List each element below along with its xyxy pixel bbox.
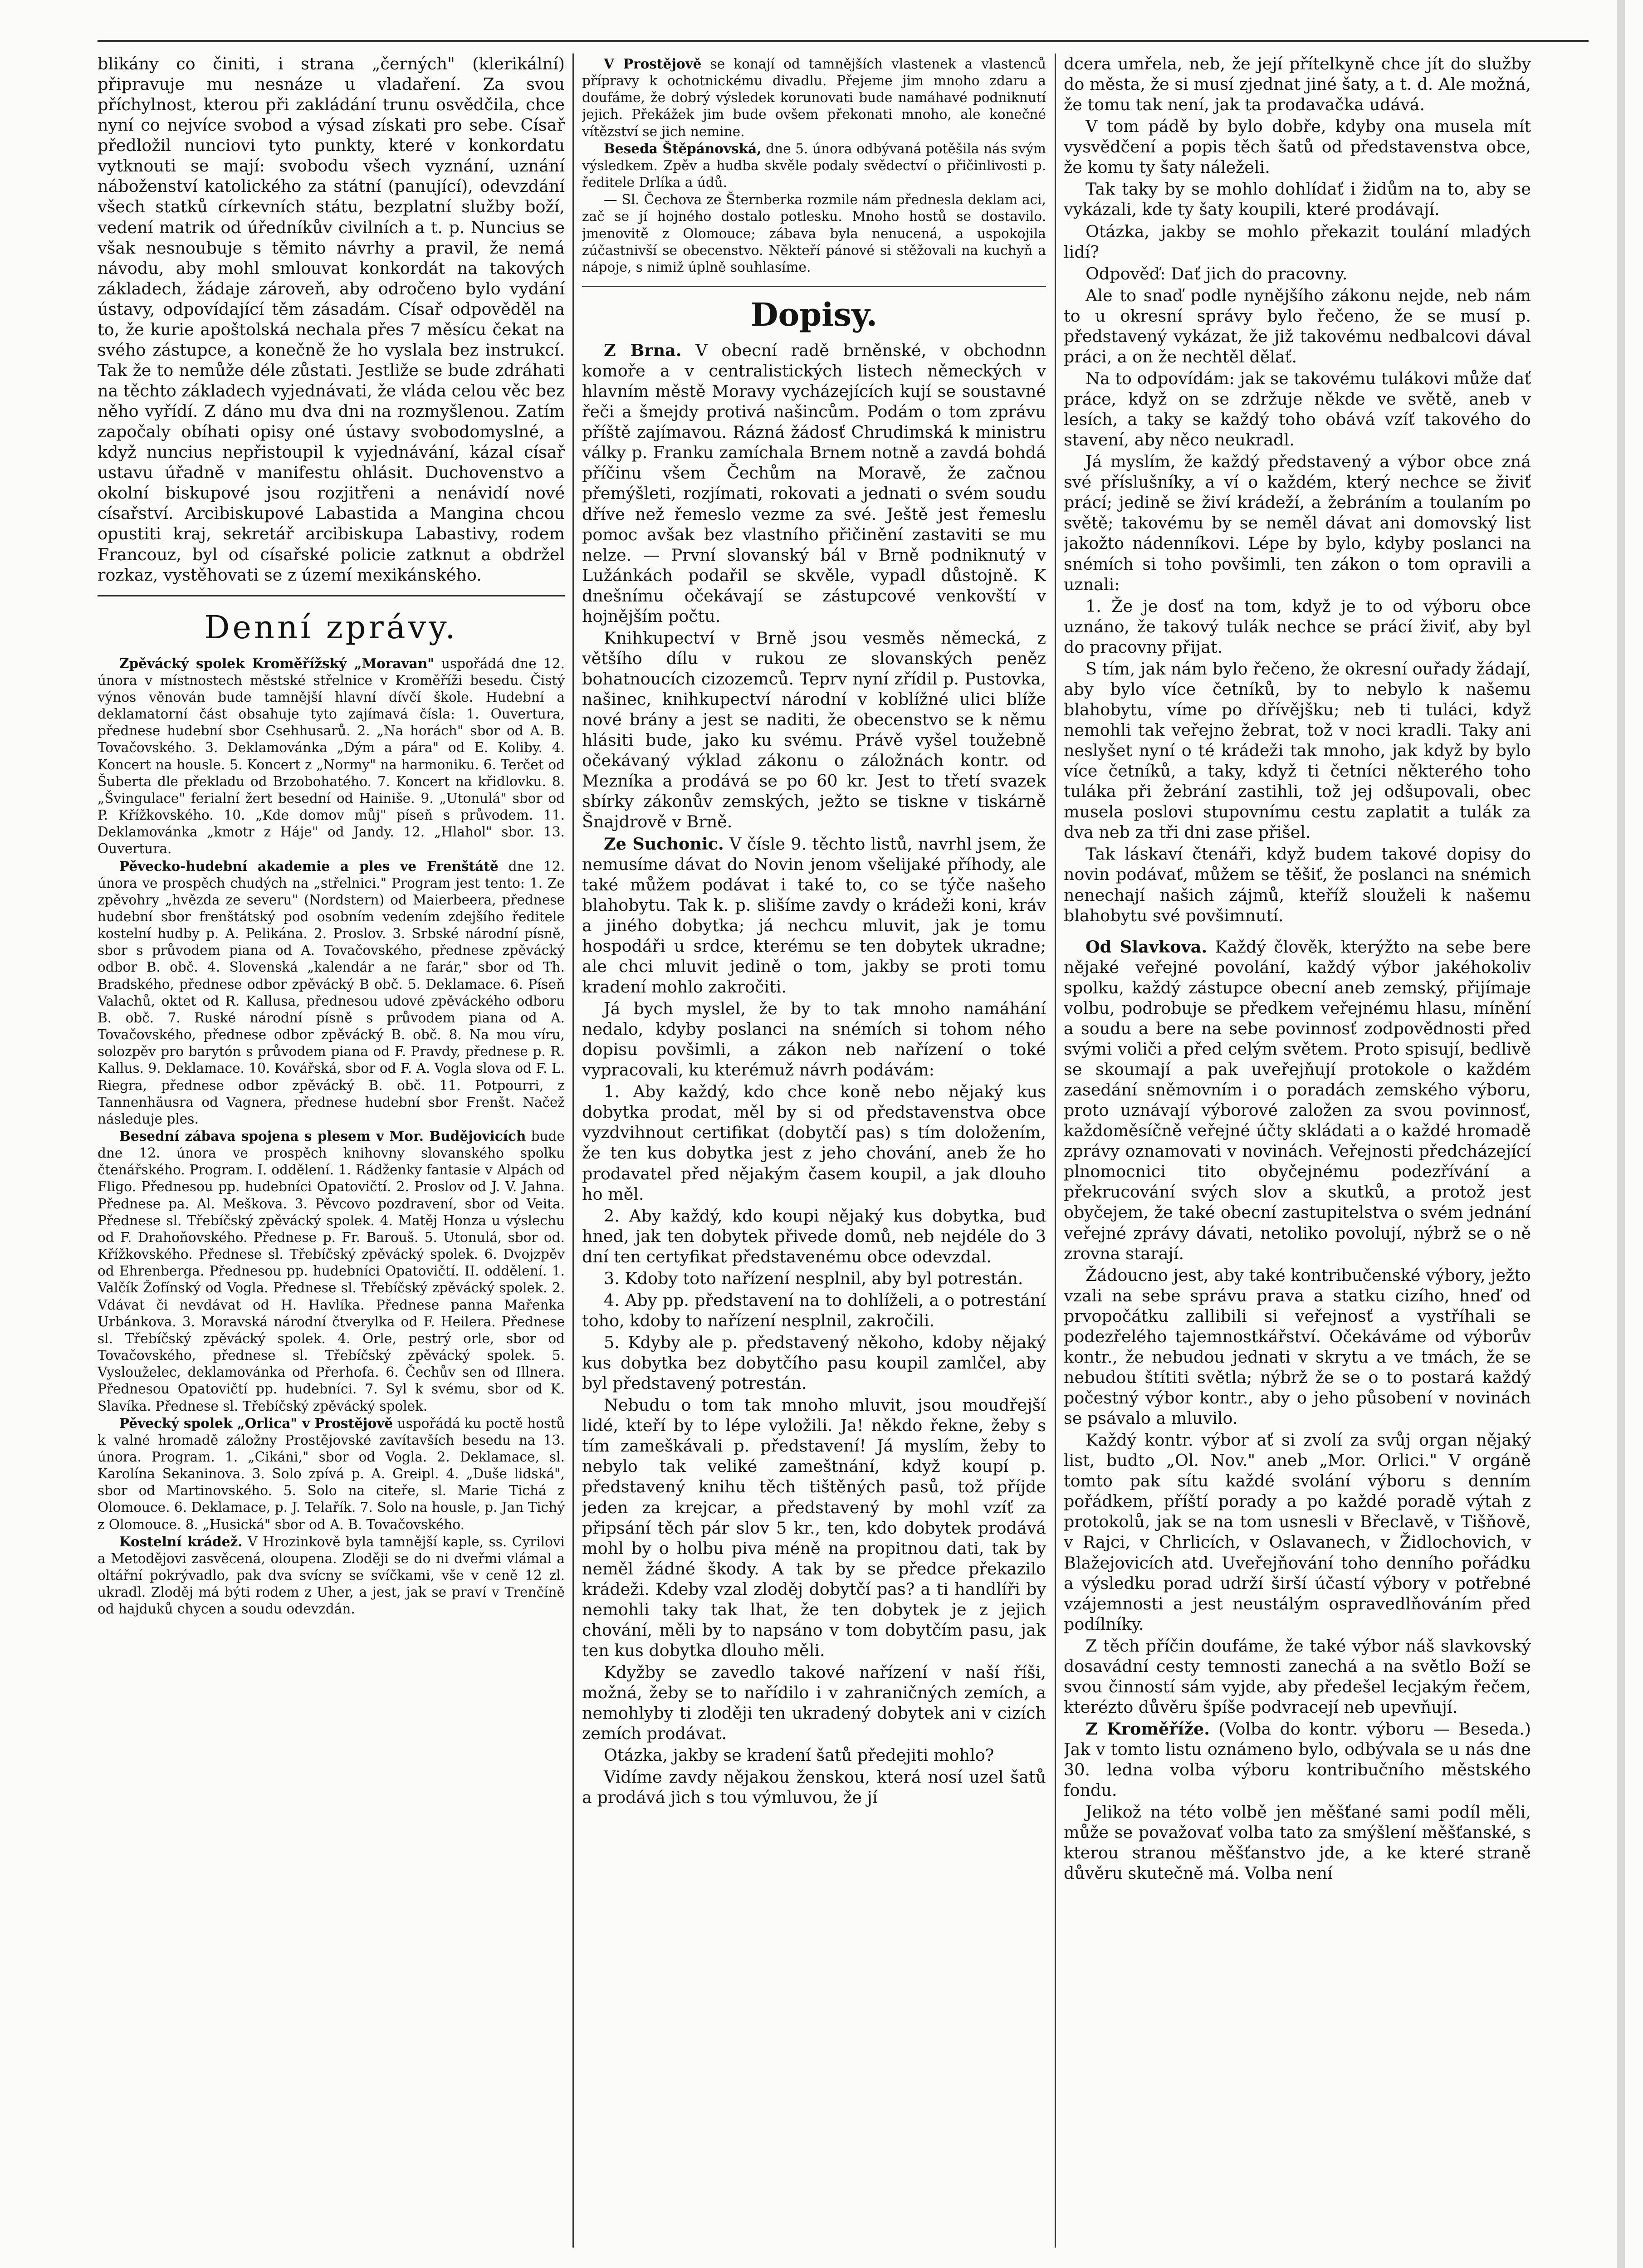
letter-place: Od Slavkova.	[1086, 937, 1208, 957]
letter-text: Otázka, jakby se kradení šatů předejiti mohlo?	[604, 1745, 994, 1765]
section-rule	[582, 286, 1046, 287]
letter-paragraph	[1064, 1265, 1531, 1429]
news-text: — Sl. Čechova ze Šternberka rozmile nám přednesla deklam aci, zač se jí hojného dostalo potlesku. Mnoho hostů se dostavilo. jmenovitě z Olomouce; zábava byla nenucená, a uspokojila zúčastnivší se obecenstvo. Někteří pánové si stěžovali na kuchyň a nápoje, s nimiž úplně souhlasíme.	[582, 192, 1046, 275]
column-3	[1064, 54, 1531, 2252]
letter-text: 3. Kdoby toto nařízení nesplnil, aby byl potrestán.	[604, 1268, 1023, 1288]
letter-text: S tím, jak nám bylo řečeno, že okresní ouřady žádají, aby bylo více četníků, by to nebylo k našemu blahobytu, víme po dřívějšku; neb ti tuláci, když nemohli tak veřejno žebrat, tož v noci kradli. Taky ani neslyšet nyní o té krádeži tak mnoho, jak když by bylo více četníků, a taky, když ti četníci některého toho tuláka při žebrání zastihli, tož jej odšupovali, obec musela poslovi stupovnímu cestu zaplatit a tulák za dva neb za tři dni zase přišel.	[1064, 659, 1531, 842]
news-headline: Kostelní krádež.	[119, 1533, 243, 1549]
news-item	[98, 858, 565, 1128]
letter-paragraph	[582, 998, 1046, 1080]
news-headline: Zpěvácký spolek Kroměřížský „Moravan"	[119, 655, 435, 671]
news-headline: Pěvecko-hudební akademie a ples ve Frenštátě	[119, 858, 499, 874]
letter-paragraph	[1064, 221, 1531, 262]
letter-paragraph	[582, 1767, 1046, 1808]
news-headline: Beseda Štěpánovská,	[604, 140, 762, 156]
daily-news-list	[98, 655, 565, 1618]
letter-paragraph	[1064, 1636, 1531, 1717]
letter-paragraph	[1064, 368, 1531, 450]
continued-article-text: blikány co činiti, i strana „černých" (klerikální) připravuje mu nesnáze u vladaření. Za svou příchylnost, kterou při zakládání trunu osvědčila, chce nyní co nejvíce svobod a výsad získati pro sebe. Císař předložil nunciovi tyto punkty, které v konkordatu vytknouti se mají: svobodu všech vyznání, uznání náboženství katolického za státní (panující), odevzdání všech statků církevních státu, bezplatní služby boží, vedení matrik od úředníkův civilních a t. p. Nuncius se však nesnoubuje s těmito návrhy a pravil, že nemá návodu, aby mohl smlouvat konkordát na takových základech, žádaje zároveň, aby odročeno bylo vydání ústavy, odpovídající těm zásadám. Císař odpověděl na to, že kurie apoštolská nechala přes 7 měsícu čekat na svého zástupce, a konečně že ho vyslala bez instrukcí. Tak že to nemůže déle zůstati. Jestliže se bude zdráhati na těchto základech vyjednávati, že vláda celou věc bez něho vyřídí. Z dáno mu dva dni na rozmyšlenou. Zatím započaly obíhati opisy oné ústavy svobodomyslné, a když nuncius nepřistoupil k vyjednávání, kázal císař ustavu úřadně v manifestu ohlásit. Duchovenstvo a okolní biskupové jsou rozjitřeni a nenávidí nové císařství. Arcibiskupové Labastida a Mangina chcou opustiti kraj, sekretář arcibiskupa Labastivy, rodem Francouz, byl od císařské policie zatknut a obdržel rozkaz, vystěhovati se z území mexikánského.	[98, 54, 565, 585]
letter-text: V tom pádě by bylo dobře, kdyby ona musela mít vysvědčení a popis těch šatů od představenstva obce, že komu ty šaty náleželi.	[1064, 117, 1531, 177]
news-text: se konají od tamnějších vlastenek a vlastenců přípravy k ochotnickému divadlu. Přejeme jim mnoho zdaru a doufáme, že dobrý výsledek korunovati bude namáhavé podniknutí jejich. Překážek jim bude ovšem překonati mnoho, ale konečné vítězství se jich nemine.	[582, 56, 1046, 139]
letter-paragraph	[1064, 1430, 1531, 1634]
letter-text: Na to odpovídám: jak se takovému tulákovi může dať práce, když on se zdržuje někde ve světě, aneb v lesích, a taky se každý toho obává vzíť takového do stavení, aby něco neukradl.	[1064, 368, 1531, 450]
section-title-daily-news: Denní zprávy.	[204, 608, 458, 646]
news-text: uspořádá ku poctě hostů k valné hromadě záložny Prostějovské zavítavších besedu na 13. února. Program. 1. „Cikáni," sbor od Vogla. 2. Deklamace, sl. Karolína Sekaninova. 3. Solo zpívá p. A. Greipl. 4. „Duše lidská", sbor od Martinovského. 5. Solo na citeře, sl. Marie Tichá z Olomouce. 6. Deklamace, p. J. Telařík. 7. Solo na housle, p. Jan Tichý z Olomouce. 8. „Husická" sbor od A. B. Tovačovského.	[98, 1415, 565, 1532]
letter-paragraph	[1064, 54, 1531, 115]
letter-text: 5. Kdyby ale p. představený někoho, kdoby nějaký kus dobytka bez dobytčího pasu koupil zamlčel, aby byl představený potrestán.	[582, 1333, 1046, 1393]
letter-text: Otázka, jakby se mohlo překazit toulání mladých lidí?	[1064, 221, 1531, 262]
letter-paragraph	[1064, 937, 1531, 1264]
news-text: dne 5. února odbývaná potěšila nás svým výsledkem. Zpěv a hudba skvěle podaly svědectví o přičinlivosti p. ředitele Drlíka a údů.	[582, 141, 1046, 191]
letter-paragraph	[1064, 659, 1531, 843]
news-item	[98, 655, 565, 858]
letter-place: Ze Suchonic.	[604, 834, 724, 854]
letter-text: Jelikož na této volbě jen měšťané sami podíl měli, může se považovať volba tato za smýšlení měšťanské, s kterou stranou měšťanstvo jde, a ke které straně důvěru skutečně má. Volba není	[1064, 1802, 1531, 1883]
letter-text: V obecní radě brněnské, v obchodnn komoře a v centralistických listech německých v hlavním městě Moravy vycházejících kují se soustavné řeči a šmejdy protivá našincům. Podám o tom zprávu příště zajímavou. Rázná žádosť Chrudimská k ministru války p. Franku zamíchala Brnem notně a zavdá bohdá příčinu všem Čechům na Moravě, že začnou přemýšleti, rozjímati, rokovati a jednati o svém soudu dříve než řemeslo vezme za své. Ještě jest řemeslu pomoc avšak bez vlastního přičinění zastaviti se mu nelze. — První slovanský bál v Brně podniknutý v Lužánkách podařil se skvěle, vypadl důstojně. K dnešnímu očekávají se zástupcové venkovští v hojnějším počtu.	[582, 341, 1046, 626]
letter-paragraph	[1064, 116, 1531, 177]
letter-paragraph	[1064, 179, 1531, 220]
letter-paragraph	[582, 628, 1046, 832]
letter-paragraph	[1064, 844, 1531, 925]
column-divider-1	[572, 54, 574, 2248]
letter-paragraph	[1064, 1802, 1531, 1883]
letter-paragraph	[582, 1745, 1046, 1765]
section-title-letters: Dopisy.	[750, 296, 878, 334]
letter-text: Z těch příčin doufáme, že také výbor náš slavkovský dosavádní cesty temnosti zanechá a na světlo Boží se svou činností sám vyjde, aby předešel lecjakým řečem, kterézto důvěru špíše podvracejí neb upevňují.	[1064, 1636, 1531, 1717]
letter-text: V čísle 9. těchto listů, navrhl jsem, že nemusíme dávat do Novin jenom všelijaké příhody, ale také můžem podávat i také to, co se týče našeho blahobytu. Tak k. p. slišíme zavdy o krádeži koni, kráv a jiného dobytka; já nechcu mluvit, jak je tomu hospodáři u srdce, kterému se ten dobytek ukradne; ale chci mluvit jedině o tom, jakby se proti tomu kradení mohlo zakročiti.	[582, 834, 1046, 997]
top-rule	[98, 40, 1589, 42]
news-item	[582, 140, 1046, 191]
news-text: V Hrozinkově byla tamnější kaple, ss. Cyrilovi a Metodějovi zasvěcená, oloupena. Zloději se do ni dveřmi vlámal a oltářní pokrývadlo, pak dva svícny se svíčkami, vše v ceně 12 zl. ukradl. Zloděj má býti rodem z Uher, a jest, jak se praví v Trenčíně od hajduků chycen a soudu odevzdán.	[98, 1534, 565, 1617]
letter-paragraph	[1064, 264, 1531, 284]
news-item	[98, 1128, 565, 1415]
letter-paragraph	[582, 1268, 1046, 1289]
letter-text: Knihkupectví v Brně jsou vesměs německá, z většího dílu v rukou ze slovanských peněz bohatnoucích cizozemců. Teprv nyní zřídil p. Pustovka, našinec, knihkupectví národní v koblížné ulici blíže nové brány a jest se naditi, že obecenstvo se k němu hlásiti bude, jako ku svému. Právě vyšel toužebně očekávaný výklad zákonu o záložnách kontr. od Mezníka a prodává se po 60 kr. Jest to třetí svazek sbírky zákonův zemských, ježto se tiskne v tiskárně Šnajdrově v Brně.	[582, 628, 1046, 832]
news-text: uspořádá dne 12. února v místnostech městské střelnice v Kroměříži besedu. Čistý výnos věnován bude tamnější hlavní dívčí škole. Hudební a deklamatorní část obsahuje tyto zajímavá čísla: 1. Ouvertura, přednese hudební sbor Csehhusarů. 2. „Na horách" sbor od A. B. Tovačovského. 3. Deklamovánka „Dým a pára" od E. Koliby. 4. Koncert na housle. 5. Koncert z „Normy" na harmoniku. 6. Terčet od Šuberta dle překladu od Brzobohatého. 7. Koncert na křidlovku. 8. „Švingulace" ferialní žert besední od Hainiše. 9. „Utonulá" sbor od P. Křížkovského. 10. „Kde domov můj" píseň s průvodem. 11. Deklamovánka „kmotr z Háje" od Jandy. 12. „Hlahol" sbor. 13. Ouvertura.	[98, 655, 565, 857]
daily-news-continued	[582, 55, 1046, 276]
news-item	[98, 1415, 565, 1533]
letter-text: Vidíme zavdy nějakou ženskou, která nosí uzel šatů a prodává jich s tou výmluvou, že jí	[582, 1767, 1046, 1808]
column-divider-2	[1055, 54, 1056, 2248]
column-2	[582, 54, 1046, 2252]
news-text: bude dne 12. února ve prospěch knihovny slovanského spolku čtenářského. Program. I. oddělení. 1. Rádženky fantasie v Alpách od Fligo. Přednesou pp. hudebníci Opatovičtí. 2. Proslov od J. V. Jahna. Přednese pa. Al. Meškova. 3. Pěvcovo pozdravení, sbor od Veita. Přednese sl. Třebíčský zpěvácký spolek. 4. Matěj Honza u výslechu od F. Drahoňovského. Přednese p. Fr. Barouš. 5. Utonulá, sbor od. Křížkovského. Přednese sl. Třebíčský zpěvácký spolek. 6. Dvojzpěv od Ehrenberga. Přednesou pp. hudebníci Opatovičtí. II. oddělení. 1. Valčík Žofínský od Vogla. Přednese sl. Třebíčský zpěvácký spolek. 2. Vdávat či nevdávat od H. Havlíka. Přednese panna Mařenka Urbánkova. 3. Moravská národní čtverylka od F. Heilera. Přednese sl. Třebíčský zpěvácký spolek. 4. Orle, pestrý orle, sbor od Tovačovského, přednese sl. Třebíčský zpěvácký spolek. 5. Vyslouželec, deklamovánka od Přerhofa. 6. Čechův sen od Illnera. Přednesou Opatovičtí pp. hudebníci. 7. Syl k svému, sbor od K. Slavíka. Přednese sl. Třebíčský zpěvácký spolek.	[98, 1129, 565, 1414]
letter-text: Každý člověk, kterýžto na sebe bere nějaké veřejné povolání, každý výbor jakéhokoliv spolku, každý zástupce obecní aneb zemský, přijímaje volbu, podrobuje se předkem veřejnému hlasu, mínění a soudu a bere na sebe povinnosť zodpovědnosti před svými voliči a před celým světem. Proto spisují, bedlivě se skoumají a pak uveřejňují protokole o každém zasedání sněmovním i o poradách zemského výboru, proto uznávají výborové založen za svou povinnosť, každoměsíčně veřejné účty skládati a o každé hromadě zprávy oznamovati v novinách. Veřejnosti předcházející plnomocnici tito obyčejnému podezřívání a překrucování svých slov a skutků, a protož jest obyčejem, že také obecní zastupitelstva o svém jednání veřejné zprávy dávati, netoliko povolují, nýbrž se o ně zrovna starají.	[1064, 937, 1531, 1263]
letter-text: Žádoucno jest, aby také kontribučenské výbory, ježto vzali na sebe správu prava a statku cizího, hneď od prvopočátku zallibili si veřejnosť a vystříhali se podezřelého tajemnostkářství. Očekáváme od výborův kontr., že nebudou jednati v skrytu a ve tmách, že se nebudou štítiti světla; nýbrž že se o to postará každý počestný výbor kontr., aby o jeho působení v novinách se psávalo a mluvilo.	[1064, 1265, 1531, 1428]
letter-paragraph	[1064, 285, 1531, 367]
letter-text: Každý kontr. výbor ať si zvolí za svůj organ nějaký list, budto „Ol. Nov." aneb „Mor. Orlici." V orgáně tomto pak sítu každé svolání výboru s denním pořádkem, příští porady a po každé poradě výtah z protokolů, jak se na tom usnesli v Břeclavě, v Tišňově, v Rajci, v Chrlicích, v Oslavanech, v Židlochovich, v Blažejovicích atd. Uveřejňování toho denního pořádku a výsledku porad udrží širší účastí výbory v potřebné vzájemnosti a jest neustálým ospravedlňováním před podílníky.	[1064, 1430, 1531, 1634]
letter-paragraph	[582, 1290, 1046, 1331]
letter-text: Odpověď: Dať jich do pracovny.	[1086, 264, 1348, 284]
letter-paragraph	[1064, 596, 1531, 657]
letter-text: Tak láskaví čtenáři, když budem takové dopisy do novin podávať, můžem se těšiť, že poslanci na snémich nenechají našich zájmů, kteříž slouželi k našemu blahobytu své povšimnutí.	[1064, 844, 1531, 925]
letter-place: Z Brna.	[604, 341, 682, 361]
letter-paragraph	[582, 1206, 1046, 1267]
letter-text: Ale to snaď podle nynějšího zákonu nejde, neb nám to u okresní správy bylo řečeno, že se musí p. představený vykázat, že již takovému nedbalcovi dával práci, a on že nechtěl dělať.	[1064, 285, 1531, 367]
news-text: dne 12. února ve prospěch chudých na „střelnici." Program jest tento: 1. Ze zpěvohry „hvězda ze severu" (Nordstern) od Maierbeera, přednese hudební sbor frenštátský pod osobním vedením zdejšího ředitele kostelní hudby p. A. Pelikána. 2. Proslov. 3. Srbské národní písně, sbor s průvodem piana od A. Tovačovského, přednese zpěvácký odbor B. obč. 4. Slovenská „kalendár a ne farár," sbor od Th. Bradského, přednese odbor zpěvácký B obč. 5. Deklamace. 6. Píseň Valachů, oktet od R. Kallusa, přednesou udové zpěváckého odboru B. obč. 7. Ruské národní písně s průvodem piana od A. Tovačovského, přednese odbor zpěvácký B. obč. 8. Na mou víru, solozpěv pro barytón s průvodem piana od F. Pravdy, přednese p. R. Kallus. 9. Deklamace. 10. Kovářská, sbor od F. A. Vogla slova od F. L. Riegra, přednese odbor zpěvácký B. obč. 11. Potpourri, z Tannenhäusra od Vagnera, přednese hudební sbor Frenšt. Načež následuje ples.	[98, 858, 565, 1127]
letter-place: Z Kroměříže.	[1086, 1719, 1210, 1739]
letter-paragraph	[1064, 1719, 1531, 1800]
news-headline: Besední zábava spojena s plesem v Mor. Budějovicích	[119, 1128, 526, 1144]
letter-text: Já bych myslel, že by to tak mnoho namáhání nedalo, kdyby poslanci na snémích si tohom ného dopisu povšimli, a zákon neb nařízení o toké vypracovali, ku kterémuž návrh podávám:	[582, 999, 1046, 1080]
letters-list	[582, 340, 1046, 1808]
news-headline: V Prostějově	[604, 56, 702, 72]
letter-paragraph	[1064, 451, 1531, 594]
letter-paragraph	[582, 1081, 1046, 1204]
letter-paragraph	[582, 1662, 1046, 1744]
news-item	[98, 1533, 565, 1618]
letter-text: 1. Aby každý, kdo chce koně nebo nějaký kus dobytka prodat, měl by si od představenstva obce vyzdvihnout certifikat (dobytčí pas) s tím doložením, že ten kus dobytka jest z jeho chování, aneb že ho prodavatel před nějakým časem koupil, a jak dlouho ho měl.	[582, 1082, 1046, 1204]
letter-text: 4. Aby pp. představení na to dohlíželi, a o potrestání toho, kdoby to nařízení nesplnil, zakročili.	[582, 1290, 1046, 1330]
letter-paragraph	[582, 1332, 1046, 1393]
column-1	[98, 54, 565, 2252]
letter-text: Nebudu o tom tak mnoho mluvit, jsou moudřejší lidé, kteří by to lépe vyložili. Ja! někdo řekne, žeby s tím zameškávali p. představení! Já myslím, žeby to nebylo tak veliké zameštnání, když koupí p. představený knihu těch tištěných pasů, tož příjde jeden za krejcar, a představený by mohl vzíť za připsání těch pár slov 5 kr., ten, kdo dobytek prodává mohl by o holbu piva méně na propitnou dati, tak by neměl žádné škody. A tak by se předce překazilo krádeži. Kdeby vzal zloděj dobytčí pas? a ti handlíři by nemohli taky tak lhat, že ten dobytek je z jejich chování, měli by to napsáno v tom dobytčím pasu, jak ten kus dobytka dlouho měli.	[582, 1395, 1046, 1660]
letter-text: Já myslím, že každý představený a výbor obce zná své příslušníky, a ví o každém, který nechce se živiť prácí; jedině se živí krádeží, a žebráním a toulaním po světě; takovému by se neměl dávat ani domovský list jakožto nádenníkovi. Lépe by bylo, kdyby poslanci na snémích si toho povšimli, ten zákon o tom opravili a uznali:	[1064, 452, 1531, 594]
news-headline: Pěvecký spolek „Orlica" v Prostějově	[119, 1415, 393, 1431]
news-item	[582, 55, 1046, 140]
letter-text: (Volba do kontr. výboru — Beseda.) Jak v tomto listu oznámeno bylo, odbývala se u nás dne 30. ledna volba výboru kontribučního městského fondu.	[1064, 1719, 1531, 1800]
letter-paragraph	[582, 834, 1046, 997]
section-rule	[98, 595, 565, 596]
page-edge	[1617, 0, 1625, 2268]
letter-text: 2. Aby každý, kdo koupi nějaký kus dobytka, buď hned, jak ten dobytek přivede domů, neb nejdéle do 3 dní ten certyfikat představenému obce odevzdal.	[582, 1206, 1046, 1266]
letter-text: 1. Že je dosť na tom, když je to od výboru obce uznáno, že takový tulák nechce se prácí živiť, aby byl do pracovny přijat.	[1064, 596, 1531, 657]
letter-paragraph	[582, 340, 1046, 626]
news-item	[582, 191, 1046, 276]
letter-text: Kdyžby se zavedlo takové nařízení v naší říši, možná, žeby se to nařídilo i v zahraničných zemích, a nemohlyby ti zloději ten ukradený dobytek ani v cizích zemích prodávat.	[582, 1662, 1046, 1744]
letter-paragraph	[582, 1395, 1046, 1661]
letter-text: dcera umřela, neb, že její přítelkyně chce jít do služby do města, že si musí zjednat jiné šaty, a t. d. Ale možná, že tomu tak není, jak ta prodavačka udává.	[1064, 54, 1531, 115]
letter-text: Tak taky by se mohlo dohlídať i židům na to, aby se vykázali, kde ty šaty koupili, které prodávají.	[1064, 179, 1531, 220]
